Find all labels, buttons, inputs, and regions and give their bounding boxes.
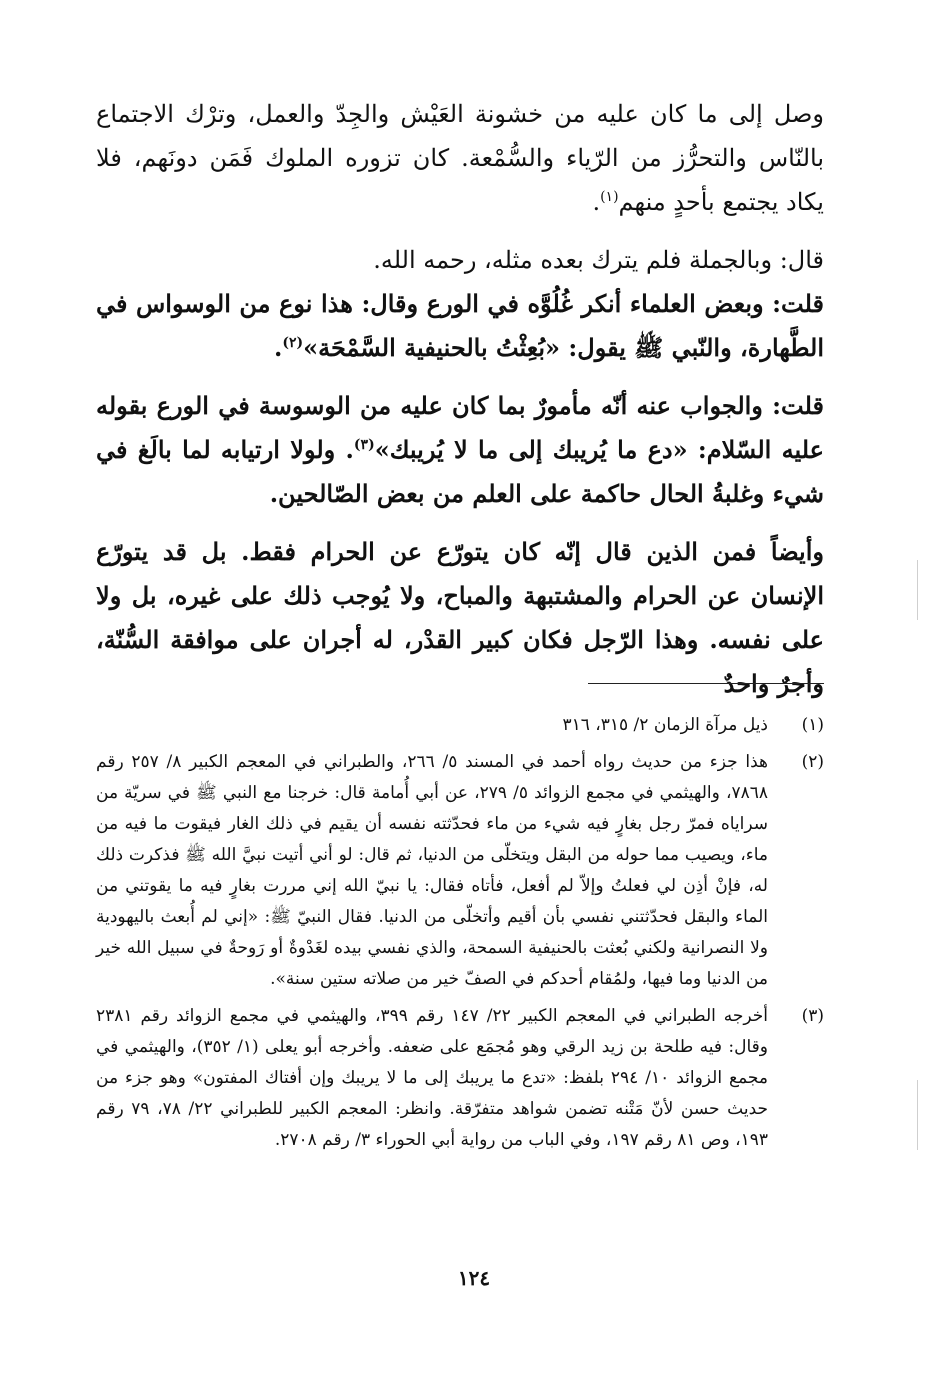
footnote-1 (96, 710, 824, 741)
paragraph-5: وأيضاً فمن الذين قال إنّه كان يتورّع عن الحرام فقط. بل قد يتورّع الإنسان عن الحرام والمشتبهة والمباح، ولا يُوجب ذلك على غيره، بل ولا على نفسه. وهذا الرّجل فكان كبير القدْر، له أجران على موافقة السُّنّة، وأجرٌ واحدٌ (96, 537, 825, 698)
paragraph-4-end: . ولولا ارتيابه لما بالَغ في شيء وغلبةُ الحال حاكمة على العلم من بعض الصّالحين. (96, 435, 824, 508)
paragraph-1-end: . (592, 188, 601, 216)
paragraph-4-text: قلت: والجواب عنه أنّه مأمورٌ بما كان عليه من الوسوسة في الورع بقوله عليه السّلام: «دع ما يُريبك إلى ما لا يُريبك» (96, 391, 824, 464)
main-text (96, 92, 824, 706)
paragraph-3-end: . (273, 333, 283, 362)
footnote-ref-3: (٣) (353, 437, 375, 453)
footnote-2-number: (٢) (801, 752, 824, 772)
footnote-ref-2: (٢) (282, 335, 304, 351)
paragraph-3 (96, 282, 824, 370)
scan-edge-mark (917, 560, 918, 620)
footnote-2-text: هذا جزء من حديث رواه أحمد في المسند ٥/ ٢٦٦، والطبراني في المعجم الكبير ٨/ ٢٥٧ رقم ٧٨٦٨، والهيثمي في مجمع الزوائد ٥/ ٢٧٩، عن أبي أُمامة قال: خرجنا مع النبي ﷺ في سريّة من سراياه فمرّ رجل بغارٍ فيه شيء من ماء فحدّثته نفسه أن يقيم في ذلك الغار فيقوت ما فيه من ماء، ويصيب مما حوله من البقل ويتخلّى من الدنيا، ثم قال: لو أني أتيت نبيَّ الله ﷺ فذكرت ذلك له، فإنْ أذِن لي فعلتُ وإلاّ لم أفعل، فأتاه فقال: يا نبيّ الله إني مررت بغارٍ فيه ما يقوتني من الماء والبقل فحدّثتني نفسي بأن أقيم وأتخلّى من الدنيا. فقال النبيّ ﷺ: «إني لم أُبعث باليهودية ولا النصرانية ولكني بُعثت بالحنيفية السمحة، والذي نفسي بيده لغَدْوةٌ أو رَوحةٌ في سبيل الله خير من الدنيا وما فيها، ولمُقام أحدكم في الصفّ خير من صلاته ستين سنة». (96, 752, 768, 989)
footnotes-section (96, 710, 824, 1162)
footnote-3 (96, 1001, 824, 1156)
footnote-1-number: (١) (801, 715, 824, 735)
footnote-2 (96, 747, 824, 995)
paragraph-3-text: قلت: وبعض العلماء أنكر غُلُوَّه في الورع وقال: هذا نوع من الوسواس في الطَّهارة، والنّبي ﷺ يقول: «بُعِثْتُ بالحنيفية السَّمْحَة» (96, 289, 824, 362)
scan-edge-mark (917, 1080, 918, 1150)
footnote-3-number: (٣) (801, 1006, 824, 1026)
footnote-1-text: ذيل مرآة الزمان ٢/ ٣١٥، ٣١٦ (562, 715, 768, 735)
footnote-ref-1: (١) (600, 189, 619, 205)
page-number: ١٢٤ (457, 1266, 491, 1290)
paragraph-1 (96, 92, 824, 224)
paragraph-1-text: وصل إلى ما كان عليه من خشونة العَيْش والجِدّ والعمل، وترْك الاجتماع بالنّاس والتحرُّز من الرّياء والسُّمْعة. كان تزوره الملوك فَمَن دونَهم، فلا يكاد يجتمع بأحدٍ منهم (96, 100, 824, 216)
paragraph-2: قال: وبالجملة فلم يترك بعده مثله، رحمه الله. (373, 246, 824, 274)
paragraph-4 (96, 384, 824, 516)
footnote-divider (588, 683, 824, 684)
footnote-3-text: أخرجه الطبراني في المعجم الكبير ٢٢/ ١٤٧ رقم ٣٩٩، والهيثمي في مجمع الزوائد رقم ٢٣٨١ وقال: فيه طلحة بن زيد الرقي وهو مُجمَع على ضعفه. وأخرجه أبو يعلى (١/ ٣٥٢)، والهيثمي في مجمع الزوائد ١٠/ ٢٩٤ بلفظ: «تدع ما يريبك إلى ما لا يريبك وإن أفتاك المفتون» وهو جزء من حديث حسن لأنّ مَتْنه تضمن شواهد متفرّقة. وانظر: المعجم الكبير للطبراني ٢٢/ ٧٨، ٧٩ رقم ١٩٣، وص ٨١ رقم ١٩٧، وفي الباب من رواية أبي الحوراء ٣/ رقم ٢٧٠٨. (96, 1006, 769, 1150)
